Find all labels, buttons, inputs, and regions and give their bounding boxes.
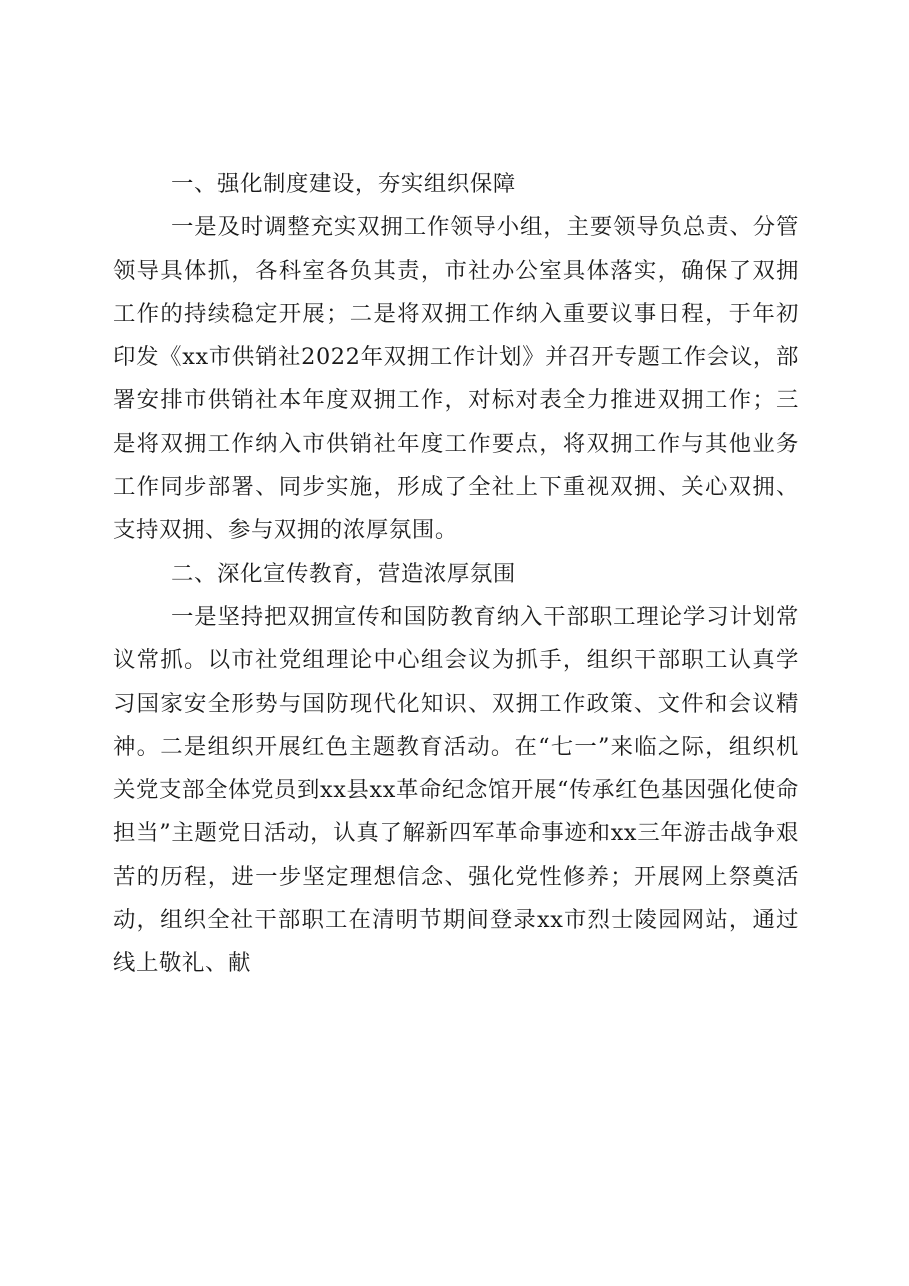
- document-body: [113, 163, 799, 986]
- section-paragraph-2: 一是坚持把双拥宣传和国防教育纳入干部职工理论学习计划常议常抓。以市社党组理论中心组会议为抓手，组织干部职工认真学习国家安全形势与国防现代化知识、双拥工作政策、文件和会议精神。二是组织开展红色主题教育活动。在“七一”来临之际，组织机关党支部全体党员到xx县xx革命纪念馆开展“传承红色基因强化使命担当”主题党日活动，认真了解新四军革命事迹和xx三年游击战争艰苦的历程，进一步坚定理想信念、强化党性修养；开展网上祭奠活动，组织全社干部职工在清明节期间登录xx市烈士陵园网站，通过线上敬礼、献: [113, 603, 799, 977]
- section-paragraph-1: 一是及时调整充实双拥工作领导小组，主要领导负总责、分管领导具体抓，各科室各负其责，市社办公室具体落实，确保了双拥工作的持续稳定开展；二是将双拥工作纳入重要议事日程，于年初印发《xx市供销社2022年双拥工作计划》并召开专题工作会议，部署安排市供销社本年度双拥工作，对标对表全力推进双拥工作；三是将双拥工作纳入市供销社年度工作要点，将双拥工作与其他业务工作同步部署、同步实施，形成了全社上下重视双拥、关心双拥、支持双拥、参与双拥的浓厚氛围。: [113, 214, 799, 544]
- section-heading-2: 二、深化宣传教育，营造浓厚氛围: [171, 560, 516, 587]
- section-heading-1: 一、强化制度建设，夯实组织保障: [171, 171, 516, 197]
